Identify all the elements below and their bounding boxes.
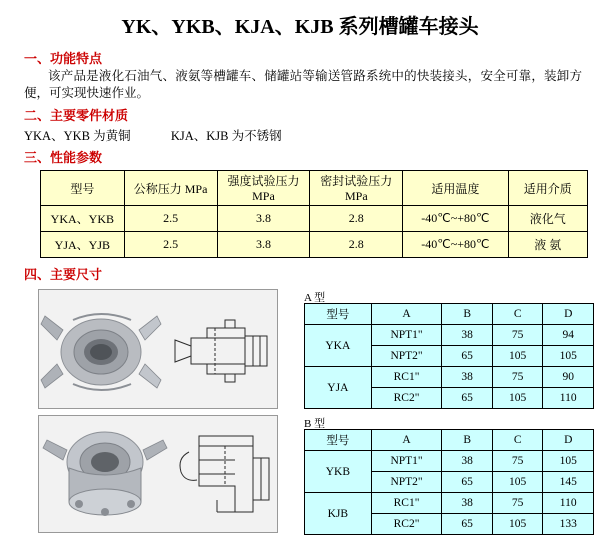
dim-b-r3-d: 133 (543, 514, 594, 535)
table-header-row (41, 171, 588, 206)
dim-b-col-a: A (371, 430, 442, 451)
perf-r0-strength: 3.8 (217, 206, 310, 232)
dim-a-r3-c: 105 (492, 388, 543, 409)
dim-b-r0-a: NPT1" (371, 451, 442, 472)
dim-a-col-a: A (371, 304, 442, 325)
dim-a-r3-a: RC2" (371, 388, 442, 409)
photo-drawing-a (39, 290, 277, 408)
table-row (305, 367, 594, 388)
product-photo-a (38, 289, 278, 409)
dim-b-col-model: 型号 (305, 430, 372, 451)
dimension-table-a (304, 303, 594, 409)
perf-r0-model: YKA、YKB (41, 206, 125, 232)
perf-r0-nominal: 2.5 (124, 206, 217, 232)
perf-col-temperature: 适用温度 (403, 171, 508, 206)
perf-r1-nominal: 2.5 (124, 232, 217, 258)
dim-a-r2-c: 75 (492, 367, 543, 388)
materials-line (24, 126, 586, 144)
dim-a-r0-c: 75 (492, 325, 543, 346)
dim-a-col-model: 型号 (305, 304, 372, 325)
section-heading-features: 一、功能特点 (24, 51, 103, 66)
dim-a-r0-d: 94 (543, 325, 594, 346)
dim-a-r3-d: 110 (543, 388, 594, 409)
dim-b-col-d: D (543, 430, 594, 451)
dim-a-r2-d: 90 (543, 367, 594, 388)
dim-b-r0-b: 38 (442, 451, 493, 472)
dim-b-r1-d: 145 (543, 472, 594, 493)
dim-b-r0-model: YKB (305, 451, 372, 493)
dim-b-r2-c: 75 (492, 493, 543, 514)
material-stainless: KJA、KJB 为不锈钢 (170, 129, 282, 143)
material-brass: YKA、YKB 为黄铜 (24, 129, 131, 143)
table-row (305, 451, 594, 472)
perf-col-nominal-pressure: 公称压力 MPa (124, 171, 217, 206)
table-header-row (305, 304, 594, 325)
table-row (305, 493, 594, 514)
page-title: YK、YKB、KJA、KJB 系列槽罐车接头 (121, 16, 479, 38)
perf-r0-temp: -40℃~+80℃ (403, 206, 508, 232)
dim-a-r3-b: 65 (442, 388, 493, 409)
perf-col-medium: 适用介质 (508, 171, 587, 206)
dim-a-r0-a: NPT1" (371, 325, 442, 346)
dim-b-r1-c: 105 (492, 472, 543, 493)
features-body: 该产品是液化石油气、液氨等槽罐车、储罐站等输送管路系统中的快装接头，安全可靠，装卸方便，可实现快速作业。 (24, 69, 582, 100)
dim-a-r0-b: 38 (442, 325, 493, 346)
dim-b-r0-c: 75 (492, 451, 543, 472)
section-heading-dimensions: 四、主要尺寸 (24, 267, 103, 282)
dim-a-r1-c: 105 (492, 346, 543, 367)
dim-b-r0-d: 105 (543, 451, 594, 472)
dimension-table-a-wrapper (304, 303, 594, 409)
dim-b-r1-b: 65 (442, 472, 493, 493)
table-row (41, 206, 588, 232)
dim-a-r2-a: RC1" (371, 367, 442, 388)
section-heading-performance: 三、性能参数 (24, 150, 103, 165)
perf-r1-strength: 3.8 (217, 232, 310, 258)
type-b-label: B 型 (304, 418, 326, 430)
dimension-table-b (304, 429, 594, 535)
dim-a-r2-model: YJA (305, 367, 372, 409)
dim-a-col-b: B (442, 304, 493, 325)
dim-b-col-c: C (492, 430, 543, 451)
table-header-row (305, 430, 594, 451)
dim-b-r1-a: NPT2" (371, 472, 442, 493)
dim-b-r3-b: 65 (442, 514, 493, 535)
perf-r1-medium: 液 氨 (508, 232, 587, 258)
dimensions-section (14, 289, 586, 539)
dim-b-r2-d: 110 (543, 493, 594, 514)
type-a-label: A 型 (304, 292, 326, 304)
perf-r1-seal: 2.8 (310, 232, 403, 258)
perf-col-strength-pressure: 强度试验压力 MPa (217, 171, 310, 206)
dim-b-r2-a: RC1" (371, 493, 442, 514)
perf-col-model: 型号 (41, 171, 125, 206)
dim-a-r1-d: 105 (543, 346, 594, 367)
perf-r1-model: YJA、YJB (41, 232, 125, 258)
section-heading-materials: 二、主要零件材质 (24, 108, 129, 123)
product-photo-b (38, 415, 278, 533)
performance-table (40, 170, 588, 258)
table-row (41, 232, 588, 258)
dim-a-r2-b: 38 (442, 367, 493, 388)
dimension-table-b-wrapper (304, 429, 594, 535)
perf-r0-seal: 2.8 (310, 206, 403, 232)
dim-a-r1-b: 65 (442, 346, 493, 367)
perf-col-seal-pressure: 密封试验压力 MPa (310, 171, 403, 206)
dim-b-r2-model: KJB (305, 493, 372, 535)
table-row (305, 325, 594, 346)
perf-r1-temp: -40℃~+80℃ (403, 232, 508, 258)
dim-b-col-b: B (442, 430, 493, 451)
dim-b-r3-a: RC2" (371, 514, 442, 535)
dim-b-r3-c: 105 (492, 514, 543, 535)
dim-a-r0-model: YKA (305, 325, 372, 367)
photo-drawing-b (39, 416, 277, 532)
perf-r0-medium: 液化气 (508, 206, 587, 232)
dim-a-col-d: D (543, 304, 594, 325)
dim-a-col-c: C (492, 304, 543, 325)
dim-b-r2-b: 38 (442, 493, 493, 514)
dim-a-r1-a: NPT2" (371, 346, 442, 367)
